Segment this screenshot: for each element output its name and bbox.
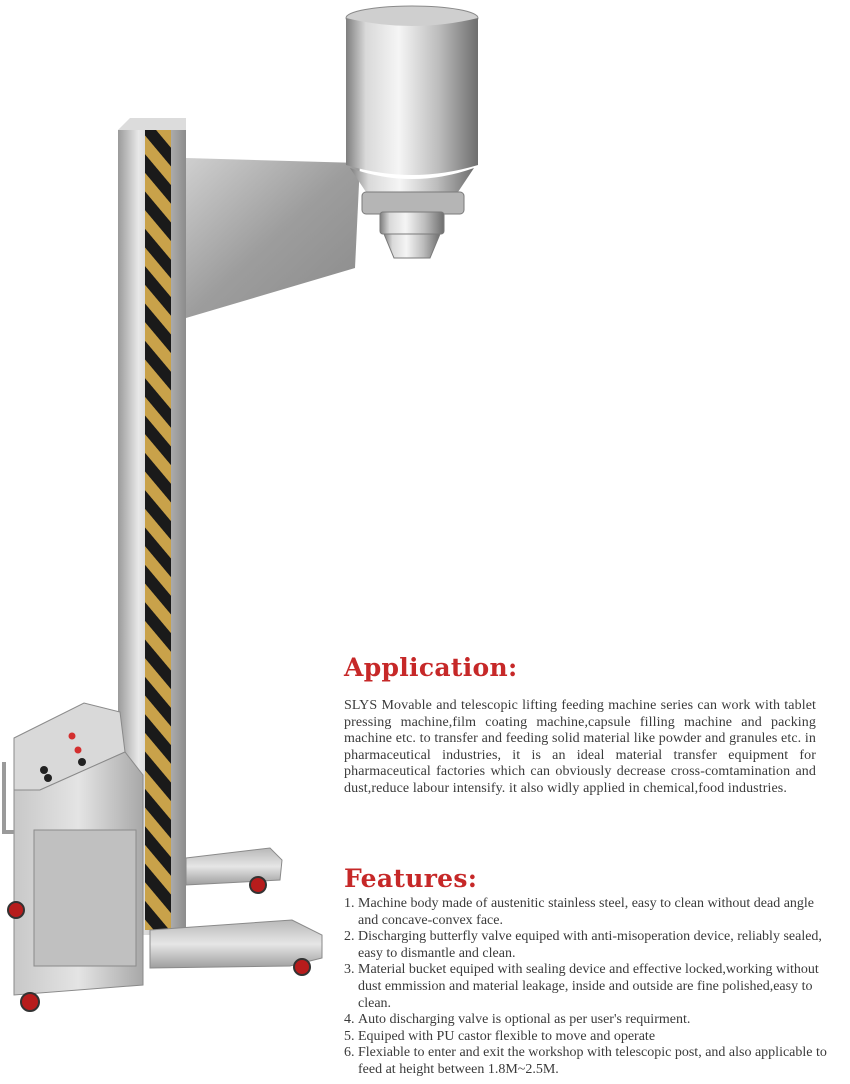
- feature-item: 6. Flexiable to enter and exit the workshop with telescopic post, and also applicable to feed at height between 1.8M~2.5M.: [344, 1045, 827, 1077]
- feature-item: 2. Discharging butterfly valve equiped with anti-misoperation device, reliably sealed, easy to dismantle and clean.: [344, 929, 822, 961]
- features-list: [344, 896, 836, 1079]
- features-heading: Features:: [344, 864, 478, 893]
- feature-item: 3. Material bucket equiped with sealing device and effective locked,working without dust emmission and material leakage, inside and outside are fine polished,easy to clean.: [344, 962, 819, 1011]
- castor-wheel: [21, 993, 39, 1011]
- feature-item: 1. Machine body made of austenitic stainless steel, easy to clean without dead angle and concave-convex face.: [344, 896, 815, 928]
- feature-item: 5. Equiped with PU castor flexible to move and operate: [344, 1028, 656, 1044]
- control-cabinet: [4, 703, 143, 1011]
- feature-item: 4. Auto discharging valve is optional as per user's requirment.: [344, 1012, 691, 1028]
- hopper-bucket: [346, 6, 478, 258]
- feeding-arm: [186, 158, 360, 318]
- cabinet-door: [34, 830, 136, 966]
- hazard-stripe: [145, 130, 171, 930]
- castor-wheel: [8, 902, 24, 918]
- castor-wheel: [294, 959, 310, 975]
- application-text: SLYS Movable and telescopic lifting feeding machine series can work with tablet pressing machine,film coating machine,capsule filling machine and packing machine etc. to transfer and feeding solid material like powder and granules etc. in pharmaceutical industries, it is an ideal material transfer equipment for pharmaceutical factories which can obviously decrease cross-comtamination and dust,reduce labour intensify. it also widly applied in chemical,food industries.: [344, 698, 816, 796]
- application-heading: Application:: [344, 653, 518, 682]
- castor-wheel: [250, 877, 266, 893]
